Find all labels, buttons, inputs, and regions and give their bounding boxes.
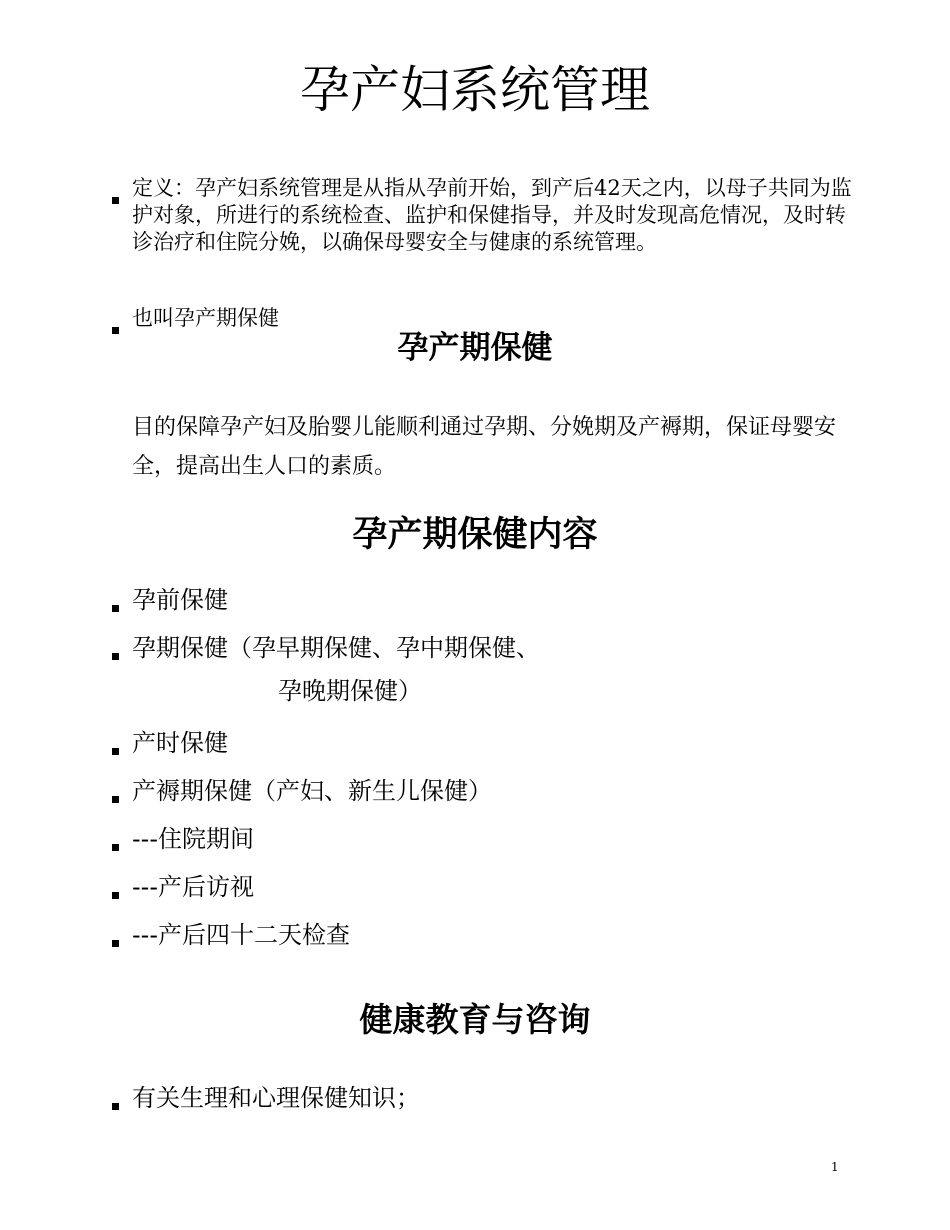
bullet-marker: [112, 1103, 119, 1110]
heading-prenatal-care: 孕产期保健: [397, 330, 553, 366]
definition-bullet: [112, 175, 852, 256]
list-item: [112, 774, 852, 808]
list-item-text: 产时保健: [132, 729, 228, 757]
list-item: [112, 822, 852, 856]
list-item: [112, 726, 852, 760]
definition-text: 定义：孕产妇系统管理是从指从孕前开始，到产后42天之内，以母子共同为监护对象，所进行的系统检查、监护和保健指导，并及时发现高危情况，及时转诊治疗和住院分娩，以确保母婴安全与健康的系统管理。: [132, 176, 852, 254]
bullet-marker: [112, 940, 119, 947]
bullet-marker: [112, 892, 119, 899]
heading-health-education: 健康教育与咨询: [359, 1000, 591, 1039]
list-item-text: 孕期保健（孕早期保健、孕中期保健、: [132, 634, 540, 662]
bullet-marker: [112, 844, 119, 851]
list-item: [112, 870, 852, 904]
list-item: [112, 1081, 852, 1115]
bullet-marker: [112, 197, 119, 204]
list-item-text: ---产后四十二天检查: [132, 921, 350, 949]
bullet-marker: [112, 796, 119, 803]
bullet-marker: [112, 605, 119, 612]
alias-text: 也叫孕产期保健: [132, 306, 279, 330]
list-item-text: 孕前保健: [132, 586, 228, 614]
page-number: 1: [831, 1160, 839, 1174]
list-item-continuation: 孕晚期保健）: [278, 677, 422, 705]
purpose-paragraph: 目的保障孕产妇及胎婴儿能顺利通过孕期、分娩期及产褥期，保证母婴安全，提高出生人口的素质。: [132, 415, 837, 479]
list-item-text: ---产后访视: [132, 873, 254, 901]
list-item-text: 产褥期保健（产妇、新生儿保健）: [132, 777, 492, 805]
bullet-marker: [112, 748, 119, 755]
document-title: 孕产妇系统管理: [300, 61, 650, 119]
list-item-text: ---住院期间: [132, 825, 254, 853]
heading-care-content: 孕产期保健内容: [352, 514, 598, 555]
list-item: [112, 631, 852, 665]
list-item-text: 有关生理和心理保健知识；: [132, 1084, 420, 1112]
bullet-marker: [112, 653, 119, 660]
list-item: [112, 583, 852, 617]
list-item: [112, 918, 852, 952]
